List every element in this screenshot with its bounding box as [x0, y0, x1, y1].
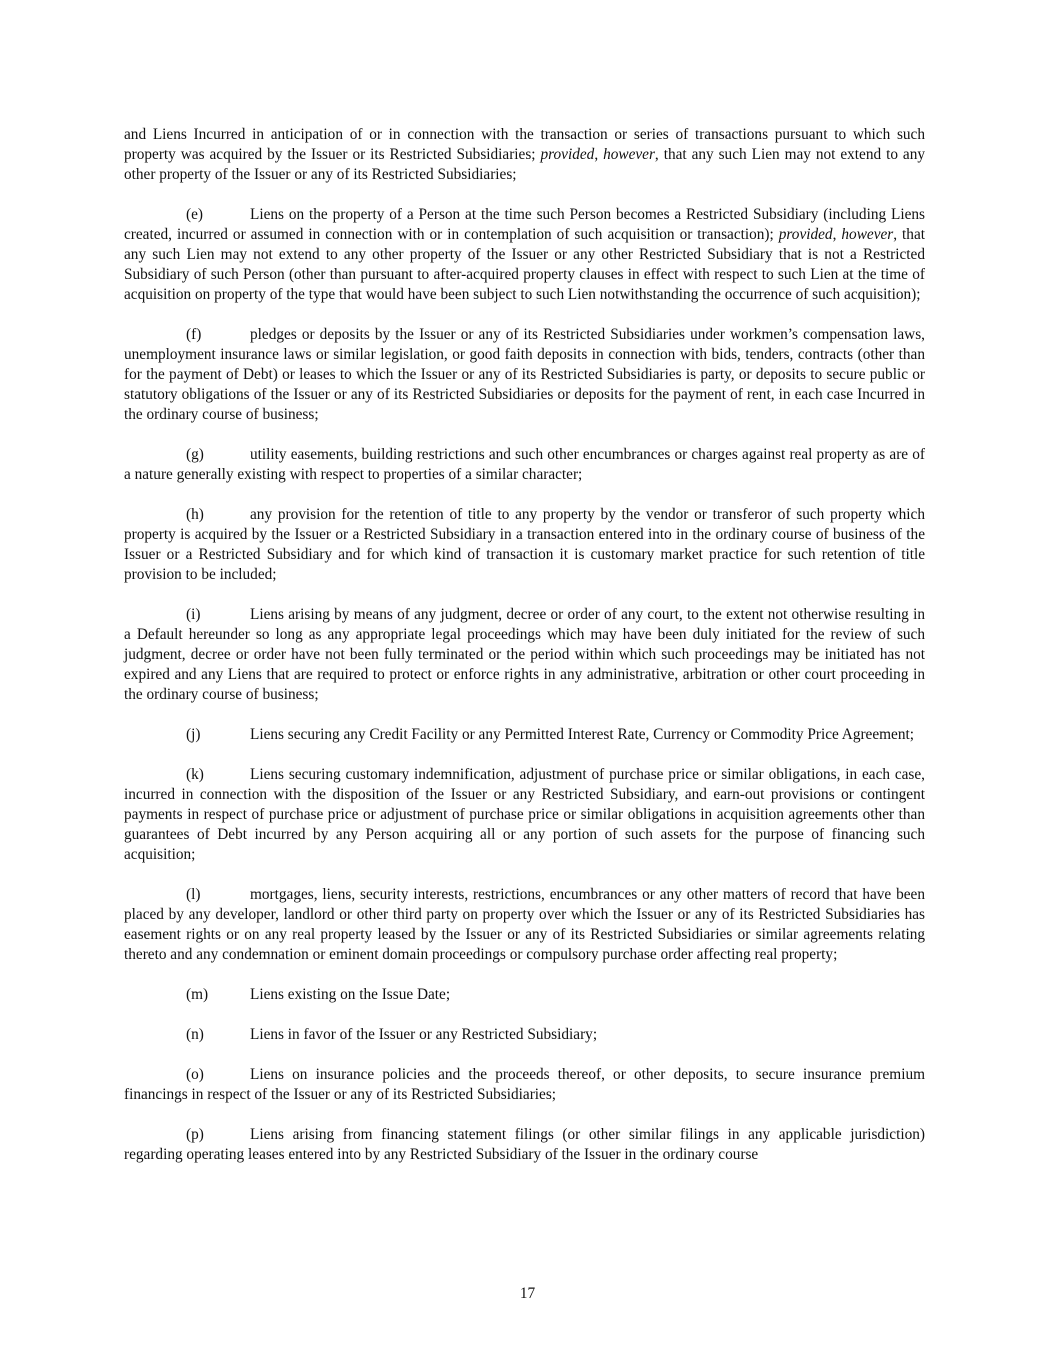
- clause-label: (k): [186, 766, 204, 783]
- clause-j: [124, 725, 925, 745]
- page-number: 17: [519, 1285, 536, 1302]
- clause-l: [124, 885, 925, 965]
- clause-text: Liens on the property of a Person at the time such Person becomes a Restricted Subsidiary (including Liens created, incurred or assumed in connection with or in contemplation of such acquisition or transaction);: [124, 206, 925, 243]
- continuation-paragraph: [124, 125, 925, 185]
- italic-term: provided: [540, 146, 595, 163]
- clause-label: (j): [186, 726, 201, 743]
- clause-label: (h): [186, 506, 204, 523]
- clause-text: Liens arising from financing statement filings (or other similar filings in any applicable jurisdiction) regarding operating leases entered into by any Restricted Subsidiary of the Issuer in the ordinary course: [124, 1126, 925, 1163]
- italic-term: however: [841, 226, 894, 243]
- clause-k: [124, 765, 925, 865]
- paragraph-text: , that any such Lien may not extend to any other property of the Issuer or any of its Restricted Subsidiaries;: [124, 146, 925, 183]
- clause-i: [124, 605, 925, 705]
- italic-term: provided: [778, 226, 833, 243]
- clause-text: any provision for the retention of title to any property by the vendor or transferor of such property which property is acquired by the Issuer or a Restricted Subsidiary in a transaction entered into in the ordinary course of business of the Issuer or a Restricted Subsidiary and for which kind of transaction it is customary market practice for such retention of title provision to be included;: [124, 506, 925, 583]
- clause-h: [124, 505, 925, 585]
- clause-p: [124, 1125, 925, 1165]
- clause-label: (g): [186, 446, 204, 463]
- clause-n: [124, 1025, 925, 1045]
- separator: ,: [832, 226, 842, 243]
- clause-o: [124, 1065, 925, 1105]
- clause-text: Liens securing any Credit Facility or any Permitted Interest Rate, Currency or Commodity Price Agreement;: [250, 726, 914, 743]
- italic-term: however: [603, 146, 655, 163]
- clause-label: (i): [186, 606, 201, 623]
- separator: ,: [594, 146, 604, 163]
- clause-text: Liens arising by means of any judgment, decree or order of any court, to the extent not otherwise resulting in a Default hereunder so long as any appropriate legal proceedings which may have been duly initiated for the review of such judgment, decree or order have not been fully terminated or the period within which such proceedings may be initiated has not expired and any Liens that are required to protect or enforce rights in any administrative, arbitration or other court proceeding in the ordinary course of business;: [124, 606, 925, 703]
- clause-text: Liens in favor of the Issuer or any Restricted Subsidiary;: [250, 1026, 598, 1043]
- clause-label: (p): [186, 1126, 204, 1143]
- clause-text: mortgages, liens, security interests, restrictions, encumbrances or any other matters of record that have been placed by any developer, landlord or other third party on property over which the Issuer or any of its Restricted Subsidiaries has easement rights or on any real property leased by the Issuer or any of its Restricted Subsidiaries or similar agreements relating thereto and any condemnation or eminent domain proceedings or compulsory purchase order affecting real property;: [124, 886, 925, 963]
- clause-label: (n): [186, 1026, 204, 1043]
- clause-f: [124, 325, 925, 425]
- clause-text: Liens existing on the Issue Date;: [250, 986, 451, 1003]
- clause-e: [124, 205, 925, 305]
- clause-text: , that any such Lien may not extend to any other property of the Issuer or any other Restricted Subsidiary that is not a Restricted Subsidiary of such Person (other than pursuant to after-acquired property clauses in effect with respect to such Lien at the time of acquisition on property of the type that would have been subject to such Lien notwithstanding the occurrence of such acquisition);: [124, 226, 925, 303]
- clause-label: (o): [186, 1066, 204, 1083]
- paragraph-text: and Liens Incurred in anticipation of or in connection with the transaction or series of transactions pursuant to which such property was acquired by the Issuer or its Restricted Subsidiaries;: [124, 126, 925, 163]
- clause-label: (m): [186, 986, 209, 1003]
- clause-g: [124, 445, 925, 485]
- clause-text: utility easements, building restrictions and such other encumbrances or charges against real property as are of a nature generally existing with respect to properties of a similar character;: [124, 446, 925, 483]
- clause-text: pledges or deposits by the Issuer or any of its Restricted Subsidiaries under workmen’s compensation laws, unemployment insurance laws or similar legislation, or good faith deposits in connection with bids, tenders, contracts (other than for the payment of Debt) or leases to which the Issuer or any of its Restricted Subsidiaries is party, or deposits to secure public or statutory obligations of the Issuer or any of its Restricted Subsidiaries or deposits for the payment of rent, in each case Incurred in the ordinary course of business;: [124, 326, 925, 423]
- clause-label: (l): [186, 886, 201, 903]
- clause-text: Liens on insurance policies and the proceeds thereof, or other deposits, to secure insurance premium financings in respect of the Issuer or any of its Restricted Subsidiaries;: [124, 1066, 925, 1103]
- clause-label: (f): [186, 326, 202, 343]
- clause-m: [124, 985, 925, 1005]
- clause-text: Liens securing customary indemnification, adjustment of purchase price or similar obligations, in each case, incurred in connection with the disposition of the Issuer or any Restricted Subsidiary, and earn-out provisions or contingent payments in respect of purchase price or adjustment of purchase price or similar obligations in acquisition agreements other than guarantees of Debt incurred by any Person acquiring all or any portion of such assets for the purpose of financing such acquisition;: [124, 766, 925, 863]
- clause-label: (e): [186, 206, 203, 223]
- document-body: [124, 125, 925, 1165]
